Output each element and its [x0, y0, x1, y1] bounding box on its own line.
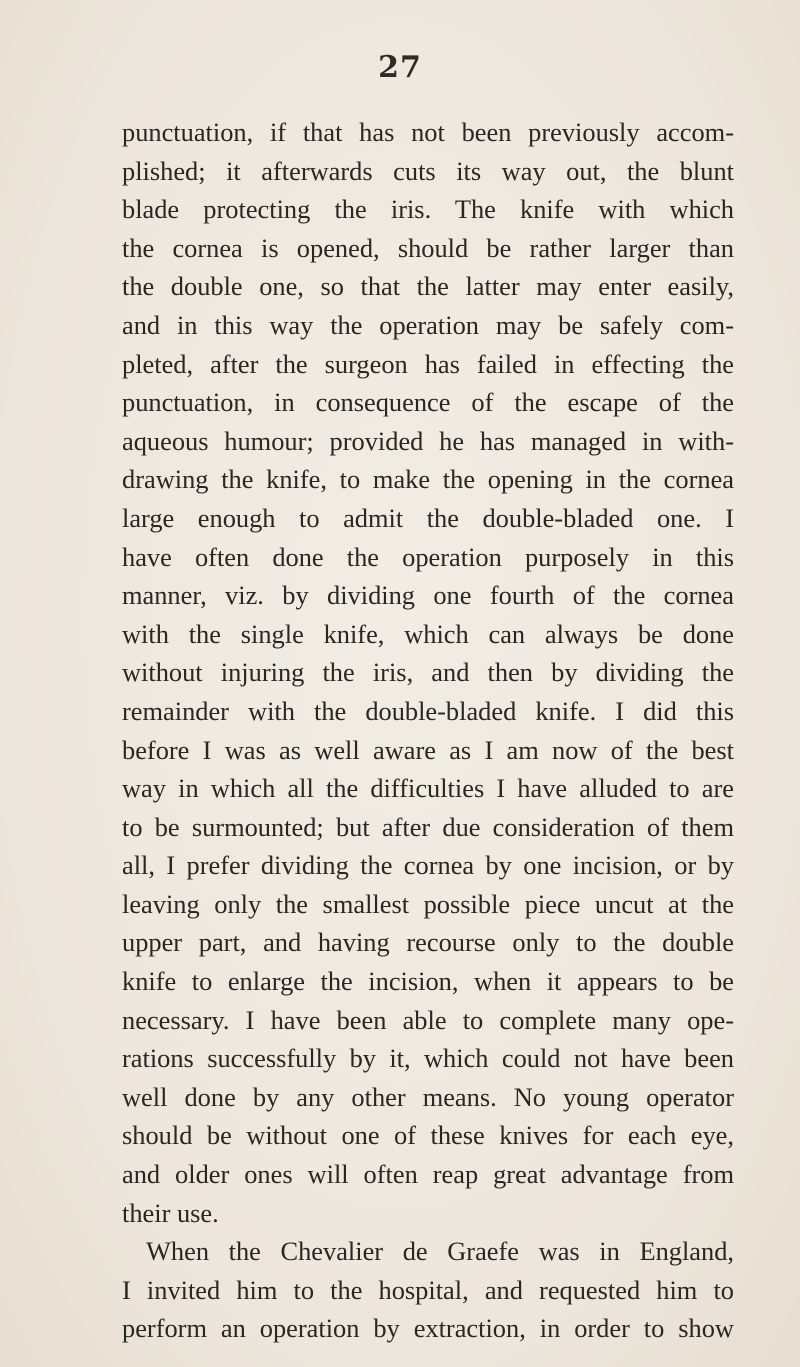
text-line: way in which all the difficulties I have alluded to are — [122, 773, 734, 804]
text-line: before I was as well aware as I am now of the best — [122, 734, 734, 765]
body-text — [122, 113, 734, 1348]
text-line: leaving only the smallest possible piece uncut at the — [122, 888, 734, 919]
text-line: to be surmounted; but after due consideration of them — [122, 811, 734, 842]
text-line: plished; it afterwards cuts its way out, the blunt — [122, 155, 734, 186]
text-line: punctuation, in consequence of the escape of the — [122, 387, 734, 418]
text-line: their use. — [122, 1197, 219, 1228]
text-line: large enough to admit the double-bladed one. I — [122, 502, 734, 533]
text-line: upper part, and having recourse only to the double — [122, 927, 734, 958]
text-line: remainder with the double-bladed knife. I did this — [122, 695, 734, 726]
text-line: necessary. I have been able to complete many ope- — [122, 1004, 734, 1035]
text-line: and older ones will often reap great advantage from — [122, 1159, 734, 1190]
text-line: punctuation, if that has not been previously accom- — [122, 117, 734, 147]
text-line: knife to enlarge the incision, when it appears to be — [122, 966, 734, 997]
text-line: perform an operation by extraction, in order to show — [122, 1313, 734, 1344]
page-number: 27 — [378, 50, 422, 85]
text-line: and in this way the operation may be safely com- — [122, 309, 734, 340]
text-line: well done by any other means. No young operator — [122, 1081, 734, 1112]
text-line: rations successfully by it, which could not have been — [122, 1043, 734, 1074]
text-line: aqueous humour; provided he has managed in with- — [122, 425, 734, 456]
text-line: blade protecting the iris. The knife with which — [122, 194, 734, 225]
text-line: the double one, so that the latter may enter easily, — [122, 271, 734, 302]
text-line: with the single knife, which can always be done — [122, 618, 734, 649]
text-line: drawing the knife, to make the opening in the cornea — [122, 464, 734, 495]
text-line: I invited him to the hospital, and requested him to — [122, 1274, 734, 1305]
text-line: all, I prefer dividing the cornea by one incision, or by — [122, 850, 734, 881]
text-line: manner, viz. by dividing one fourth of the cornea — [122, 580, 734, 611]
text-line: pleted, after the surgeon has failed in effecting the — [122, 348, 734, 379]
text-line: When the Chevalier de Graefe was in England, — [146, 1236, 734, 1267]
text-line: should be without one of these knives for each eye, — [122, 1120, 734, 1151]
text-line: the cornea is opened, should be rather larger than — [122, 232, 734, 263]
text-line: without injuring the iris, and then by dividing the — [122, 657, 734, 688]
text-line: have often done the operation purposely in this — [122, 541, 734, 572]
